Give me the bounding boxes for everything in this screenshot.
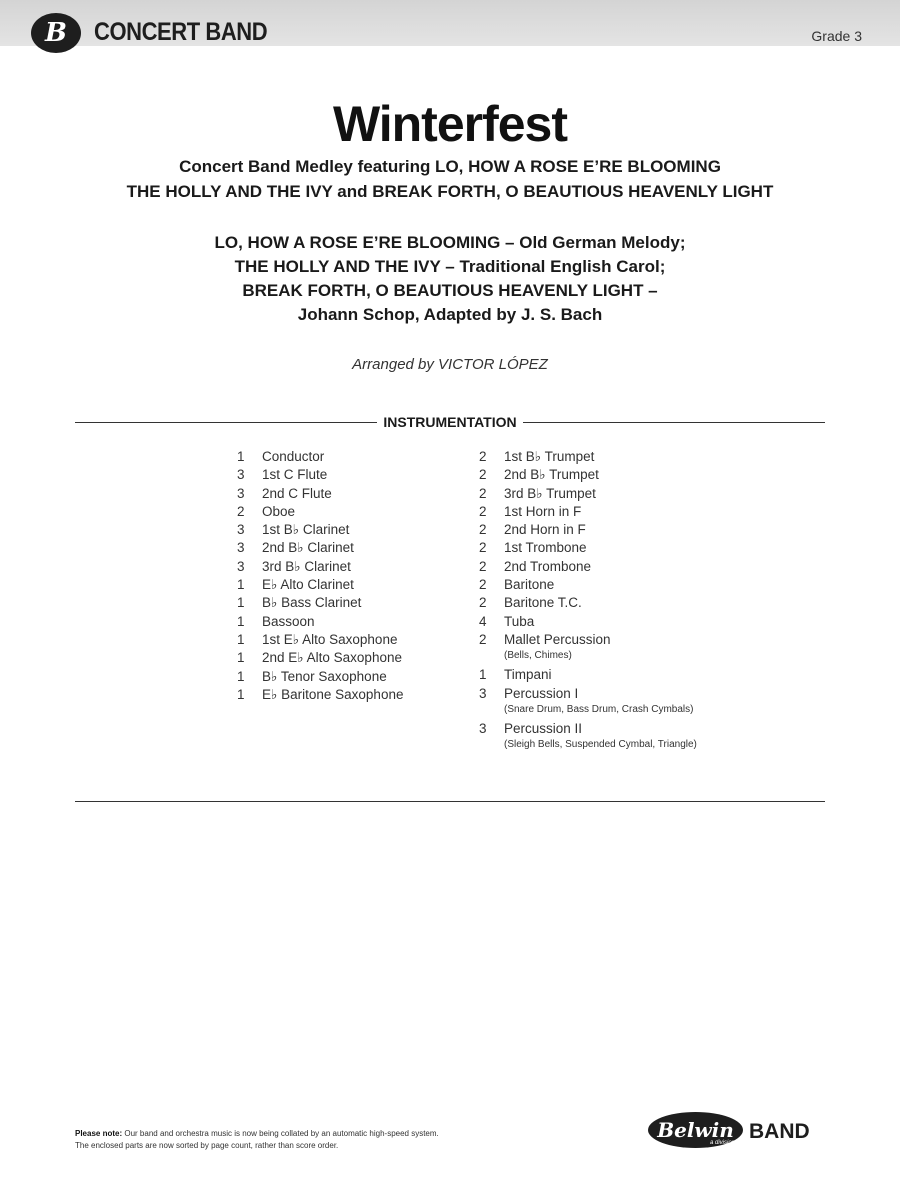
instrument-note: (Snare Drum, Bass Drum, Crash Cymbals) [504, 703, 694, 715]
instrument-quantity: 3 [479, 720, 487, 736]
instrument-quantity: 2 [479, 558, 487, 574]
instrument-quantity: 2 [479, 467, 487, 483]
instrument-quantity: 2 [479, 595, 487, 611]
instrument-item [479, 576, 697, 594]
instrument-item [479, 594, 697, 612]
instrument-quantity: 3 [237, 558, 245, 574]
instrument-name: 1st B♭ Trumpet [504, 449, 595, 464]
footer-note-line: The enclosed parts are now sorted by page count, rather than score order. [75, 1141, 339, 1150]
instrument-name: Oboe [262, 503, 296, 519]
subtitle-line: THE HOLLY AND THE IVY and BREAK FORTH, O BEAUTIOUS HEAVENLY LIGHT [126, 182, 774, 201]
instrument-item [237, 485, 403, 503]
instrument-name: 2nd E♭ Alto Saxophone [262, 650, 402, 666]
instrument-item [237, 649, 403, 667]
instrument-quantity: 3 [237, 485, 245, 501]
instrument-item [237, 466, 403, 484]
instrument-name: Timpani [504, 667, 552, 683]
instrument-name: 3rd B♭ Clarinet [262, 558, 351, 574]
instrument-item [479, 666, 697, 684]
belwin-band-logo [648, 1112, 826, 1152]
instrument-item [479, 521, 697, 539]
instrument-quantity: 1 [237, 577, 245, 593]
instrument-item [479, 448, 697, 466]
instrument-item [237, 521, 403, 539]
instrument-item [479, 558, 697, 576]
instrument-note: (Bells, Chimes) [504, 650, 572, 662]
source-credits [0, 231, 900, 327]
instrument-name: 2nd B♭ Clarinet [262, 540, 354, 556]
instrument-name: 1st Horn in F [504, 503, 582, 519]
bottom-divider [75, 801, 825, 802]
instrument-item [237, 576, 403, 594]
instrument-list-left [237, 448, 403, 704]
instrument-quantity: 2 [479, 540, 487, 556]
belwin-subtitle: a division of Alfred [710, 1140, 759, 1146]
series-title: CONCERT BAND [94, 18, 268, 46]
instrument-item [479, 503, 697, 521]
instrument-item [479, 685, 697, 716]
instrument-list-right [479, 448, 697, 755]
footer-note-line: Our band and orchestra music is now being collated by an automatic high-speed system. [124, 1129, 439, 1138]
belwin-oval: Belwin [648, 1112, 743, 1148]
instrument-quantity: 1 [237, 668, 245, 684]
instrument-quantity: 3 [479, 685, 487, 701]
credit-line: BREAK FORTH, O BEAUTIOUS HEAVENLY LIGHT – [242, 281, 658, 300]
instrument-item [479, 539, 697, 557]
instrument-item [237, 503, 403, 521]
instrument-name: Percussion I [504, 685, 579, 701]
subtitle [0, 154, 900, 204]
instrument-name: Conductor [262, 449, 325, 464]
instrument-name: E♭ Alto Clarinet [262, 577, 354, 593]
instrument-name: Mallet Percussion [504, 631, 611, 647]
instrument-quantity: 3 [237, 522, 245, 538]
credit-line: Johann Schop, Adapted by J. S. Bach [297, 305, 603, 324]
instrument-item [237, 668, 403, 686]
instrument-item [479, 485, 697, 503]
belwin-band-text: BAND [749, 1120, 810, 1143]
instrument-name: 3rd B♭ Trumpet [504, 485, 596, 501]
instrument-name: 2nd Trombone [504, 558, 592, 574]
instrument-quantity: 1 [237, 686, 245, 702]
instrumentation-heading [0, 414, 900, 430]
concert-band-logo: B [31, 13, 81, 53]
instrument-name: 2nd B♭ Trumpet [504, 467, 599, 483]
instrument-quantity: 1 [237, 595, 245, 611]
credit-line: THE HOLLY AND THE IVY – Traditional English Carol; [234, 257, 666, 276]
instrument-item [479, 720, 697, 751]
instrument-name: Percussion II [504, 720, 583, 736]
instrument-quantity: 1 [237, 613, 245, 629]
instrument-name: 1st E♭ Alto Saxophone [262, 631, 398, 647]
instrument-item [479, 631, 697, 662]
instrument-quantity: 2 [479, 485, 487, 501]
instrument-name: 1st B♭ Clarinet [262, 522, 350, 538]
instrument-quantity: 3 [237, 540, 245, 556]
instrument-quantity: 2 [479, 577, 487, 593]
instrument-name: 2nd C Flute [262, 485, 332, 501]
instrument-note: (Sleigh Bells, Suspended Cymbal, Triangle) [504, 739, 697, 751]
instrument-item [237, 558, 403, 576]
instrument-quantity: 1 [237, 631, 245, 647]
instrument-item [237, 686, 403, 704]
arranger-credit: Arranged by VICTOR LÓPEZ [352, 356, 548, 373]
instrument-name: Baritone T.C. [504, 595, 582, 611]
instrument-name: Baritone [504, 577, 555, 593]
instrument-item [479, 613, 697, 631]
instrument-name: 1st Trombone [504, 540, 587, 556]
instrument-name: 2nd Horn in F [504, 522, 586, 538]
credit-line: LO, HOW A ROSE E’RE BLOOMING – Old German Melody; [214, 233, 686, 252]
footer-note [75, 1128, 439, 1152]
grade-label: Grade 3 [811, 28, 862, 44]
subtitle-line: Concert Band Medley featuring LO, HOW A ROSE E’RE BLOOMING [179, 157, 721, 176]
instrumentation-heading-text: INSTRUMENTATION [377, 414, 522, 430]
instrument-quantity: 2 [479, 449, 487, 464]
instrument-name: B♭ Tenor Saxophone [262, 668, 387, 684]
instrument-quantity: 4 [479, 613, 487, 629]
instrument-name: Bassoon [262, 613, 315, 629]
instrument-quantity: 1 [479, 667, 487, 683]
instrument-quantity: 1 [237, 449, 245, 464]
piece-title: Winterfest [332, 96, 568, 152]
instrument-quantity: 2 [479, 522, 487, 538]
instrument-item [237, 631, 403, 649]
instrument-quantity: 1 [237, 650, 245, 666]
instrument-item [237, 594, 403, 612]
instrument-quantity: 2 [237, 503, 245, 519]
instrument-item [237, 539, 403, 557]
instrument-name: E♭ Baritone Saxophone [262, 686, 404, 702]
instrument-name: Tuba [504, 613, 535, 629]
instrument-name: 1st C Flute [262, 467, 328, 483]
instrument-item [479, 466, 697, 484]
instrument-quantity: 3 [237, 467, 245, 483]
instrument-name: B♭ Bass Clarinet [262, 595, 362, 611]
instrument-item [237, 613, 403, 631]
instrument-item [237, 448, 403, 466]
instrument-quantity: 2 [479, 503, 487, 519]
footer-note-label: Please note: [75, 1129, 123, 1138]
instrument-quantity: 2 [479, 631, 487, 647]
